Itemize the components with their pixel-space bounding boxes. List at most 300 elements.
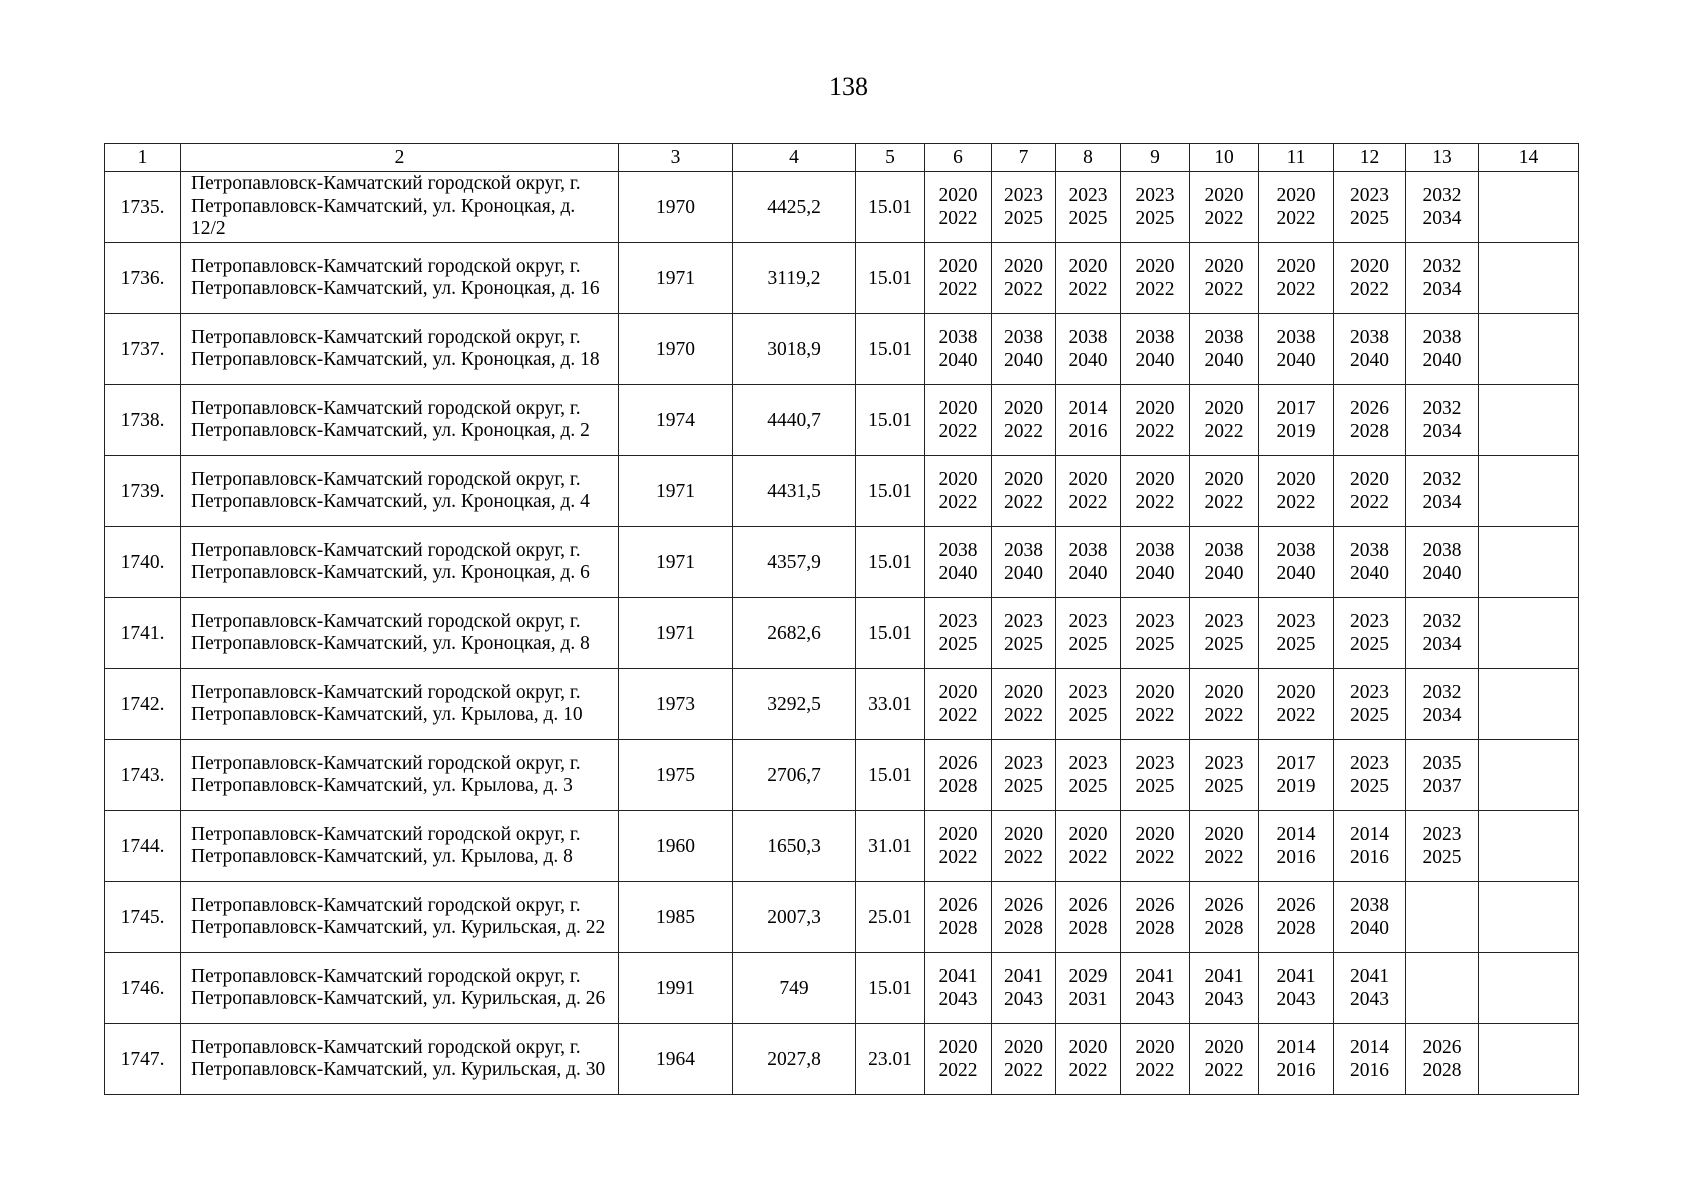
period-end: 2043 xyxy=(1276,989,1316,1010)
period-cell xyxy=(925,598,992,669)
period-start: 2023 xyxy=(1350,753,1389,774)
period-end: 2028 xyxy=(1204,918,1244,939)
address-cell: Петропавловск-Камчатский городской округ, г. Петропавловск-Камчатский, ул. Курильская, д. 22 xyxy=(181,882,619,953)
period-end: 2016 xyxy=(1350,1060,1389,1081)
period-cell xyxy=(1190,527,1259,598)
period-cell xyxy=(1190,953,1259,1024)
period-cell xyxy=(1056,527,1121,598)
period-cell xyxy=(1190,811,1259,882)
period-start: 2020 xyxy=(1204,398,1244,419)
table-row xyxy=(105,811,1579,882)
period-cell xyxy=(1121,953,1190,1024)
period-start: 2014 xyxy=(1068,398,1108,419)
period-cell xyxy=(1190,456,1259,527)
period-cell xyxy=(1121,811,1190,882)
period-end: 2022 xyxy=(1135,1060,1175,1081)
period-end: 2022 xyxy=(1204,1060,1244,1081)
period-start: 2026 xyxy=(1422,1037,1462,1058)
period-cell xyxy=(1121,385,1190,456)
period-end: 2043 xyxy=(1204,989,1244,1010)
period-start: 2023 xyxy=(1276,611,1316,632)
period-end: 2043 xyxy=(1135,989,1175,1010)
year-cell: 1975 xyxy=(619,740,733,811)
period-cell xyxy=(1190,314,1259,385)
period-cell xyxy=(992,598,1056,669)
period-cell xyxy=(1479,385,1579,456)
period-cell xyxy=(1056,243,1121,314)
period-end: 2022 xyxy=(1068,492,1108,513)
period-start: 2038 xyxy=(1004,327,1043,348)
page-number: 138 xyxy=(829,72,868,101)
period-start: 2038 xyxy=(1135,327,1175,348)
header-row xyxy=(105,144,1579,172)
period-cell xyxy=(1406,811,1479,882)
period-end: 2022 xyxy=(938,279,978,300)
period-start: 2032 xyxy=(1422,469,1462,490)
period-end: 2040 xyxy=(1276,563,1316,584)
period-cell xyxy=(1190,385,1259,456)
period-cell xyxy=(1479,598,1579,669)
period-cell xyxy=(1259,882,1334,953)
period-end: 2022 xyxy=(1004,279,1043,300)
code-cell: 15.01 xyxy=(856,243,925,314)
period-cell xyxy=(1056,669,1121,740)
address-cell: Петропавловск-Камчатский городской округ, г. Петропавловск-Камчатский, ул. Курильская, д. 26 xyxy=(181,953,619,1024)
period-start: 2020 xyxy=(1276,185,1316,206)
table-row xyxy=(105,527,1579,598)
code-cell: 33.01 xyxy=(856,669,925,740)
period-cell xyxy=(1259,1024,1334,1095)
row-number: 1739. xyxy=(105,456,181,527)
period-start: 2038 xyxy=(1068,327,1108,348)
period-cell xyxy=(1406,456,1479,527)
period-end: 2040 xyxy=(1350,350,1389,371)
code-cell: 15.01 xyxy=(856,953,925,1024)
period-cell xyxy=(1334,882,1406,953)
period-cell xyxy=(992,456,1056,527)
register-table xyxy=(104,143,1579,1095)
row-number: 1746. xyxy=(105,953,181,1024)
period-end: 2043 xyxy=(1004,989,1043,1010)
period-end: 2028 xyxy=(1422,1060,1462,1081)
period-cell xyxy=(925,953,992,1024)
period-end: 2037 xyxy=(1422,776,1462,797)
period-cell xyxy=(1259,243,1334,314)
table-row xyxy=(105,740,1579,811)
address-cell: Петропавловск-Камчатский городской округ, г. Петропавловск-Камчатский, ул. Курильская, д. 30 xyxy=(181,1024,619,1095)
area-cell: 4357,9 xyxy=(733,527,856,598)
row-number: 1738. xyxy=(105,385,181,456)
period-end: 2028 xyxy=(938,776,978,797)
period-end: 2040 xyxy=(1135,563,1175,584)
period-end: 2022 xyxy=(1276,705,1316,726)
period-start: 2026 xyxy=(938,895,978,916)
period-start: 2041 xyxy=(1350,966,1389,987)
period-start: 2041 xyxy=(938,966,978,987)
period-end: 2040 xyxy=(1276,350,1316,371)
period-end: 2025 xyxy=(1422,847,1462,868)
period-start: 2041 xyxy=(1204,966,1244,987)
period-cell xyxy=(1334,669,1406,740)
period-cell xyxy=(1406,243,1479,314)
period-end: 2040 xyxy=(1422,563,1462,584)
period-cell xyxy=(1121,527,1190,598)
period-end: 2040 xyxy=(1350,563,1389,584)
column-header: 13 xyxy=(1406,144,1479,172)
period-end: 2025 xyxy=(1350,208,1389,229)
period-cell xyxy=(1259,172,1334,243)
period-end: 2040 xyxy=(1068,350,1108,371)
period-start: 2020 xyxy=(1004,398,1043,419)
period-end: 2022 xyxy=(1135,279,1175,300)
period-end: 2025 xyxy=(1068,208,1108,229)
year-cell: 1971 xyxy=(619,243,733,314)
period-cell xyxy=(992,172,1056,243)
period-cell xyxy=(925,811,992,882)
period-end: 2016 xyxy=(1276,847,1316,868)
period-cell xyxy=(1479,456,1579,527)
period-start: 2020 xyxy=(1276,682,1316,703)
period-end: 2031 xyxy=(1068,989,1108,1010)
period-start: 2014 xyxy=(1350,1037,1389,1058)
period-start: 2038 xyxy=(1350,327,1389,348)
period-cell xyxy=(1479,243,1579,314)
period-end: 2028 xyxy=(1004,918,1043,939)
period-start: 2023 xyxy=(1068,611,1108,632)
row-number: 1736. xyxy=(105,243,181,314)
period-start: 2023 xyxy=(1350,682,1389,703)
address-cell: Петропавловск-Камчатский городской округ, г. Петропавловск-Камчатский, ул. Крылова, д. 3 xyxy=(181,740,619,811)
code-cell: 15.01 xyxy=(856,314,925,385)
period-start: 2023 xyxy=(1350,611,1389,632)
period-start: 2017 xyxy=(1276,753,1316,774)
period-start: 2020 xyxy=(1276,256,1316,277)
period-cell xyxy=(1479,172,1579,243)
period-start: 2038 xyxy=(1276,327,1316,348)
period-cell xyxy=(1121,314,1190,385)
period-end: 2040 xyxy=(1350,918,1389,939)
period-start: 2038 xyxy=(938,327,978,348)
period-cell xyxy=(1121,882,1190,953)
period-start: 2020 xyxy=(1276,469,1316,490)
column-header: 12 xyxy=(1334,144,1406,172)
period-end: 2040 xyxy=(1068,563,1108,584)
period-end: 2022 xyxy=(1135,492,1175,513)
table-row xyxy=(105,1024,1579,1095)
period-end: 2022 xyxy=(1004,705,1043,726)
period-start: 2014 xyxy=(1276,1037,1316,1058)
year-cell: 1973 xyxy=(619,669,733,740)
period-start: 2026 xyxy=(1004,895,1043,916)
year-cell: 1974 xyxy=(619,385,733,456)
period-cell xyxy=(1056,882,1121,953)
column-header: 3 xyxy=(619,144,733,172)
period-cell xyxy=(1479,1024,1579,1095)
period-cell xyxy=(1334,740,1406,811)
period-end: 2034 xyxy=(1422,421,1462,442)
period-end: 2022 xyxy=(1276,208,1316,229)
code-cell: 15.01 xyxy=(856,740,925,811)
period-start: 2020 xyxy=(1204,256,1244,277)
period-cell xyxy=(992,385,1056,456)
period-start: 2020 xyxy=(1004,824,1043,845)
period-end: 2025 xyxy=(1135,776,1175,797)
period-end: 2028 xyxy=(1276,918,1316,939)
period-end: 2028 xyxy=(1135,918,1175,939)
table-row xyxy=(105,669,1579,740)
row-number: 1740. xyxy=(105,527,181,598)
period-start: 2020 xyxy=(938,185,978,206)
row-number: 1743. xyxy=(105,740,181,811)
period-cell xyxy=(1406,740,1479,811)
area-cell: 1650,3 xyxy=(733,811,856,882)
period-start: 2023 xyxy=(1004,753,1043,774)
row-number: 1737. xyxy=(105,314,181,385)
table-row xyxy=(105,243,1579,314)
period-start: 2038 xyxy=(1068,540,1108,561)
table-row xyxy=(105,314,1579,385)
period-end: 2022 xyxy=(938,421,978,442)
period-start: 2032 xyxy=(1422,256,1462,277)
period-cell xyxy=(1056,811,1121,882)
period-start: 2014 xyxy=(1276,824,1316,845)
period-cell xyxy=(992,953,1056,1024)
period-cell xyxy=(925,669,992,740)
period-start: 2020 xyxy=(1204,682,1244,703)
period-cell xyxy=(1334,314,1406,385)
period-end: 2025 xyxy=(1276,634,1316,655)
code-cell: 25.01 xyxy=(856,882,925,953)
period-cell xyxy=(992,527,1056,598)
period-start: 2023 xyxy=(1004,185,1043,206)
period-start: 2026 xyxy=(1204,895,1244,916)
period-cell xyxy=(1479,740,1579,811)
period-start: 2026 xyxy=(1350,398,1389,419)
period-end: 2022 xyxy=(1350,279,1389,300)
period-end: 2040 xyxy=(1204,563,1244,584)
column-header: 5 xyxy=(856,144,925,172)
period-start: 2020 xyxy=(938,682,978,703)
area-cell: 2007,3 xyxy=(733,882,856,953)
year-cell: 1964 xyxy=(619,1024,733,1095)
period-end: 2025 xyxy=(1350,634,1389,655)
period-start: 2038 xyxy=(1350,540,1389,561)
period-start: 2038 xyxy=(1422,327,1462,348)
period-cell xyxy=(1406,1024,1479,1095)
period-start: 2041 xyxy=(1004,966,1043,987)
year-cell: 1970 xyxy=(619,172,733,243)
period-cell xyxy=(925,527,992,598)
period-start: 2020 xyxy=(1135,1037,1175,1058)
period-end: 2040 xyxy=(1204,350,1244,371)
column-header: 2 xyxy=(181,144,619,172)
period-cell xyxy=(1190,172,1259,243)
period-start: 2020 xyxy=(1350,469,1389,490)
period-end: 2040 xyxy=(938,350,978,371)
period-start: 2023 xyxy=(1068,753,1108,774)
code-cell: 15.01 xyxy=(856,385,925,456)
period-cell xyxy=(1121,172,1190,243)
period-end: 2025 xyxy=(1004,208,1043,229)
year-cell: 1971 xyxy=(619,456,733,527)
code-cell: 15.01 xyxy=(856,456,925,527)
code-cell: 15.01 xyxy=(856,527,925,598)
period-end: 2025 xyxy=(1204,634,1244,655)
period-cell xyxy=(1259,811,1334,882)
period-cell xyxy=(1190,598,1259,669)
period-cell xyxy=(925,1024,992,1095)
period-cell xyxy=(925,243,992,314)
period-end: 2028 xyxy=(938,918,978,939)
period-start: 2038 xyxy=(938,540,978,561)
period-cell xyxy=(1334,527,1406,598)
table-row xyxy=(105,882,1579,953)
code-cell: 31.01 xyxy=(856,811,925,882)
period-cell xyxy=(1121,740,1190,811)
area-cell: 2682,6 xyxy=(733,598,856,669)
period-cell xyxy=(1056,953,1121,1024)
period-start: 2023 xyxy=(1135,753,1175,774)
period-start: 2020 xyxy=(1135,824,1175,845)
period-cell xyxy=(1406,314,1479,385)
code-cell: 15.01 xyxy=(856,598,925,669)
address-cell: Петропавловск-Камчатский городской округ, г. Петропавловск-Камчатский, ул. Кроноцкая, д. 12/2 xyxy=(181,172,619,243)
period-end: 2034 xyxy=(1422,208,1462,229)
period-cell xyxy=(992,1024,1056,1095)
period-cell xyxy=(1056,1024,1121,1095)
period-start: 2038 xyxy=(1004,540,1043,561)
period-end: 2043 xyxy=(1350,989,1389,1010)
period-start: 2020 xyxy=(1068,824,1108,845)
period-end: 2022 xyxy=(1068,847,1108,868)
column-header: 8 xyxy=(1056,144,1121,172)
period-end: 2034 xyxy=(1422,634,1462,655)
period-end: 2022 xyxy=(1135,705,1175,726)
period-cell xyxy=(1479,527,1579,598)
period-cell xyxy=(1121,669,1190,740)
period-start: 2041 xyxy=(1135,966,1175,987)
period-start: 2020 xyxy=(1068,256,1108,277)
period-end: 2016 xyxy=(1350,847,1389,868)
row-number: 1745. xyxy=(105,882,181,953)
period-cell xyxy=(1406,385,1479,456)
period-cell xyxy=(925,882,992,953)
period-end: 2025 xyxy=(1004,776,1043,797)
column-header: 9 xyxy=(1121,144,1190,172)
column-header: 11 xyxy=(1259,144,1334,172)
table-row xyxy=(105,953,1579,1024)
period-cell xyxy=(1479,669,1579,740)
period-cell xyxy=(925,456,992,527)
period-end: 2022 xyxy=(1068,279,1108,300)
period-start: 2014 xyxy=(1350,824,1389,845)
address-cell: Петропавловск-Камчатский городской округ, г. Петропавловск-Камчатский, ул. Кроноцкая, д. 6 xyxy=(181,527,619,598)
period-start: 2020 xyxy=(1004,1037,1043,1058)
period-end: 2022 xyxy=(1135,847,1175,868)
period-start: 2023 xyxy=(1204,753,1244,774)
period-start: 2023 xyxy=(1135,185,1175,206)
period-end: 2022 xyxy=(938,705,978,726)
period-cell xyxy=(1121,456,1190,527)
area-cell: 4425,2 xyxy=(733,172,856,243)
period-end: 2025 xyxy=(1350,776,1389,797)
period-start: 2032 xyxy=(1422,185,1462,206)
period-cell xyxy=(1190,669,1259,740)
period-end: 2028 xyxy=(1068,918,1108,939)
period-cell xyxy=(1406,669,1479,740)
period-start: 2017 xyxy=(1276,398,1316,419)
period-cell xyxy=(1190,882,1259,953)
period-start: 2038 xyxy=(1135,540,1175,561)
period-start: 2023 xyxy=(1422,824,1462,845)
period-start: 2035 xyxy=(1422,753,1462,774)
period-end: 2025 xyxy=(1350,705,1389,726)
period-start: 2026 xyxy=(1068,895,1108,916)
column-header: 10 xyxy=(1190,144,1259,172)
period-start: 2023 xyxy=(1004,611,1043,632)
area-cell: 3119,2 xyxy=(733,243,856,314)
period-end: 2040 xyxy=(1135,350,1175,371)
table-row xyxy=(105,598,1579,669)
area-cell: 2706,7 xyxy=(733,740,856,811)
period-end: 2025 xyxy=(938,634,978,655)
period-start: 2020 xyxy=(1204,185,1244,206)
period-start: 2026 xyxy=(1135,895,1175,916)
period-start: 2020 xyxy=(938,824,978,845)
year-cell: 1970 xyxy=(619,314,733,385)
period-cell xyxy=(1056,314,1121,385)
period-cell xyxy=(925,385,992,456)
period-end: 2022 xyxy=(1204,705,1244,726)
period-end: 2022 xyxy=(1135,421,1175,442)
period-start: 2032 xyxy=(1422,682,1462,703)
period-cell xyxy=(1406,953,1479,1024)
period-end: 2022 xyxy=(1004,1060,1043,1081)
year-cell: 1991 xyxy=(619,953,733,1024)
period-cell xyxy=(1190,740,1259,811)
table-body xyxy=(105,172,1579,1095)
period-start: 2020 xyxy=(1004,256,1043,277)
address-cell: Петропавловск-Камчатский городской округ, г. Петропавловск-Камчатский, ул. Кроноцкая, д. 16 xyxy=(181,243,619,314)
period-end: 2022 xyxy=(1004,492,1043,513)
address-cell: Петропавловск-Камчатский городской округ, г. Петропавловск-Камчатский, ул. Крылова, д. 10 xyxy=(181,669,619,740)
period-cell xyxy=(1259,314,1334,385)
period-start: 2029 xyxy=(1068,966,1108,987)
period-end: 2022 xyxy=(1004,421,1043,442)
period-cell xyxy=(925,740,992,811)
period-cell xyxy=(1406,527,1479,598)
period-end: 2034 xyxy=(1422,279,1462,300)
period-cell xyxy=(1334,243,1406,314)
period-end: 2022 xyxy=(1204,208,1244,229)
table-row xyxy=(105,385,1579,456)
area-cell: 3018,9 xyxy=(733,314,856,385)
row-number: 1742. xyxy=(105,669,181,740)
period-start: 2038 xyxy=(1204,540,1244,561)
period-end: 2016 xyxy=(1068,421,1108,442)
column-header: 7 xyxy=(992,144,1056,172)
period-start: 2023 xyxy=(1350,185,1389,206)
period-cell xyxy=(1259,598,1334,669)
period-end: 2022 xyxy=(1004,847,1043,868)
period-end: 2022 xyxy=(1276,279,1316,300)
period-start: 2020 xyxy=(1135,398,1175,419)
period-end: 2040 xyxy=(1004,563,1043,584)
column-header: 1 xyxy=(105,144,181,172)
period-start: 2020 xyxy=(938,469,978,490)
period-start: 2032 xyxy=(1422,611,1462,632)
address-cell: Петропавловск-Камчатский городской округ, г. Петропавловск-Камчатский, ул. Кроноцкая, д. 8 xyxy=(181,598,619,669)
